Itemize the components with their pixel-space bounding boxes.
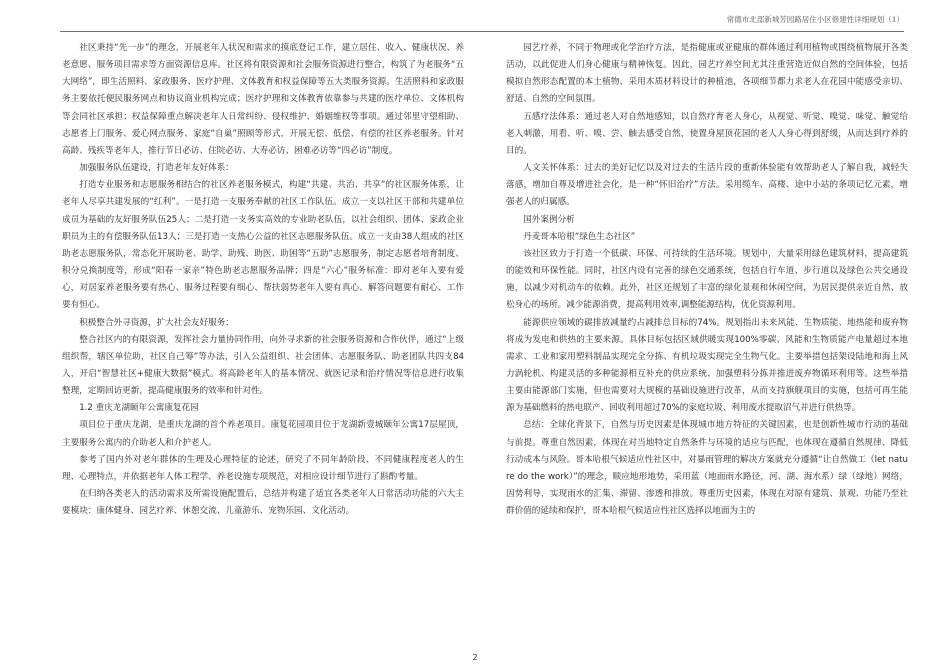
header-rule [60,31,904,32]
section-heading: 国外案例分析 [523,214,575,225]
left-column [62,40,464,520]
paragraph: 加强服务队伍建设，打造老年友好体系： [79,163,234,174]
paragraph: 社区秉持“先一步”的理念，开展老年人状况和需求的摸底登记工作，建立居住、收入、健康状况、养老意愿、服务项目需求等方面资源信息库。社区将有限资源和社会服务资源进行整合，构筑了为老服务“五大网络”，即生活照料、家政服务、医疗护理、文体教育和权益保障等五大类服务资源。生活照料和家政服务主要依托便民服务网点和协议商业机构完成；医疗护理和文体教育依靠参与共建的医疗单位、文体机构等会同社区承担；权益保障重点解决老年人日常纠纷、侵权维护、婚姻维权等事项。通过邻里守望相助、志愿者上门服务、爱心网点服务、家庭“自巢”照顾等形式，开展无偿、低偿、有偿的社区养老服务。针对高龄、残疾等老年人，推行节日必访、住院必访、大寿必访、困难必访等“四必访”制度。 [62,43,464,156]
right-column [506,40,908,520]
paragraph: 总结：全球化背景下，自然与历史因素是体现城市地方特征的关键因素，也是创新性城市行动的基础与前提。尊重自然因素，体现在对当地特定自然条件与环境的适应与匹配，也体现在遵循自然规律、降低行动成本与风险。哥本哈根气候适应性社区中，对暴雨管理的解决方案就充分遵循“让自然做工（let nature do the work）”的理念，顺应地形地势，采用蓝（地面雨水路径，河、湖、海水系）绿（绿地）网络，因势利导，实现雨水的汇集、滞留、渗透和排放。尊重历史因素，体现在对原有建筑、景观、功能乃至社群价值的延续和保护，哥本哈根气候适应性社区选择以地面为主的 [506,420,908,517]
paragraph: 参考了国内外对老年群体的生理及心理特征的论述，研究了不同年龄阶段、不同健康程度老人的生理、心理特点，并依据老年人体工程学、养老设施专项规范，对相应设计细节进行了斟酌考量。 [62,454,464,482]
paragraph: 积极整合外寻资源，扩大社会友好服务： [79,317,234,328]
paragraph: 整合社区内的有限资源，发挥社会力量协同作用，向外寻求新的社会服务资源和合作伙伴，通过“上级组织帮，辖区单位助，社区自己筹”等办法，引入公益组织、社会团体、志愿服务队、助老团队共四支84人，开启“智慧社区+健康大数据”模式。将高龄老年人的基本情况、就医记录和治疗情况等信息进行收集整理，定期回访更新，提高健康服务的效率和针对性。 [62,334,464,397]
page-header-title: 常德市北部新城芳园路居住小区修建性详细规划（1） [726,15,904,24]
paragraph: 项目位于重庆龙湖，是重庆龙湖的首个养老项目。康复花园项目位于龙湖新壹城颐年公寓17层屋顶，主要服务公寓内的介助老人和介护老人。 [62,420,464,448]
paragraph: 在归纳各类老人的活动需求及所需设施配置后，总结并构建了适宜各类老年人日常活动功能的六大主要模块：康体健身、园艺疗养、休憩交流、儿童游乐、宠物乐园、文化活动。 [62,489,464,517]
paragraph: 该社区致力于打造一个低碳、环保、可持续的生活环境。规划中，大量采用绿色建筑材料，提高建筑的能效和环保性能。同时，社区内设有完善的绿色交通系统，包括自行车道、步行道以及绿色公共交通设施，以减少对机动车的依赖。此外，社区还规划了丰富的绿化景观和休闲空间，为居民提供亲近自然、放松身心的场所。减少能源消费，提高利用效率,调整能源结构，优化资源利用。 [506,248,908,311]
section-heading: 1.2 重庆龙湖颐年公寓康复花园 [79,403,199,414]
subsection-heading: 丹麦哥本哈根“绿色生态社区” [523,231,636,242]
paragraph: 人文关怀体系：过去的美好记忆以及对过去的生活片段的重新体验能有效帮助老人了解自我，减轻失落感，增加自尊及增进社会化，是一种“怀旧治疗”方法。采用缆车、高楼、途中小站的条项记忆元素，增强老人的归属感。 [506,163,908,208]
paragraph: 五感疗法体系：通过老人对自然地感知，以自然疗育老人身心，从视觉、听觉、嗅觉、味觉、触觉给老人刺激，用看、听、嗅、尝、触去感受自然，使置身屋顶花园的老人人身心得到舒缓，从而达到疗养的目的。 [506,111,908,156]
paragraph: 园艺疗养，不同于物理或化学治疗方法，是指健康或亚健康的群体通过利用植物或围绕植物展开各类活动，以此促进人们身心健康与精神恢复。因此，园艺疗养空间尤其注重营造近似自然的空间体验，包括模拟自然形态配置的本土植物、采用木质材料设计的种植池，各项细节都力求老人在花园中能感受亲切、舒适、自然的空间氛围。 [506,43,908,105]
paragraph: 能源供应领域的碳排放减量约占减排总目标的74%。规划指出未来风能、生物质能、地热能和废弃物将成为发电和供热的主要来源。具体目标包括区域供暖实现100%零碳、风能和生物质能产电量超过本地需求、工业和家用塑料制品实现完全分拣、有机垃圾实现完全生物气化。主要举措包括架设陆地和海上风力涡轮机、构建灵活的多种能源相互补充的供应系统、加强塑料分拣并推进废弃物循环利用等。这些举措主要由能源部门实施，但也需要对大规模的基础设施进行改革，从而支持旗舰项目的实施，包括可再生能源为基础燃料的热电联产、回收利用超过70%的家庭垃圾、利用废水提取沼气并进行供热等。 [506,317,908,414]
paragraph: 打造专业服务和志愿服务相结合的社区养老服务模式，构建“共建、共治、共享”的社区服务体系，让老年人尽享共建发展的“红利”。一是打造一支服务奉献的社区工作队伍。成立一支以社区干部和共建单位成员为基础的友好服务队伍25人；二是打造一支务实高效的专业助老队伍，以社会组织、团体、家政企业职员为主的有偿服务队伍13人；三是打造一支热心公益的社区志愿服务队伍。成立一支由38人组成的社区助老志愿服务队，常态化开展助老、助学、助残、助医、助困等“五助”志愿服务，制定志愿者培育制度、积分兑换制度等，形成“阳春一家亲”特色助老志愿服务品牌；四是“六心”服务标准：即对老年人要有爱心，对居家养老服务要有热心、服务过程要有细心、帮扶弱势老年人要有真心、解答问题要有耐心、工作要有恒心。 [62,180,464,311]
page-number: 2 [472,653,478,662]
